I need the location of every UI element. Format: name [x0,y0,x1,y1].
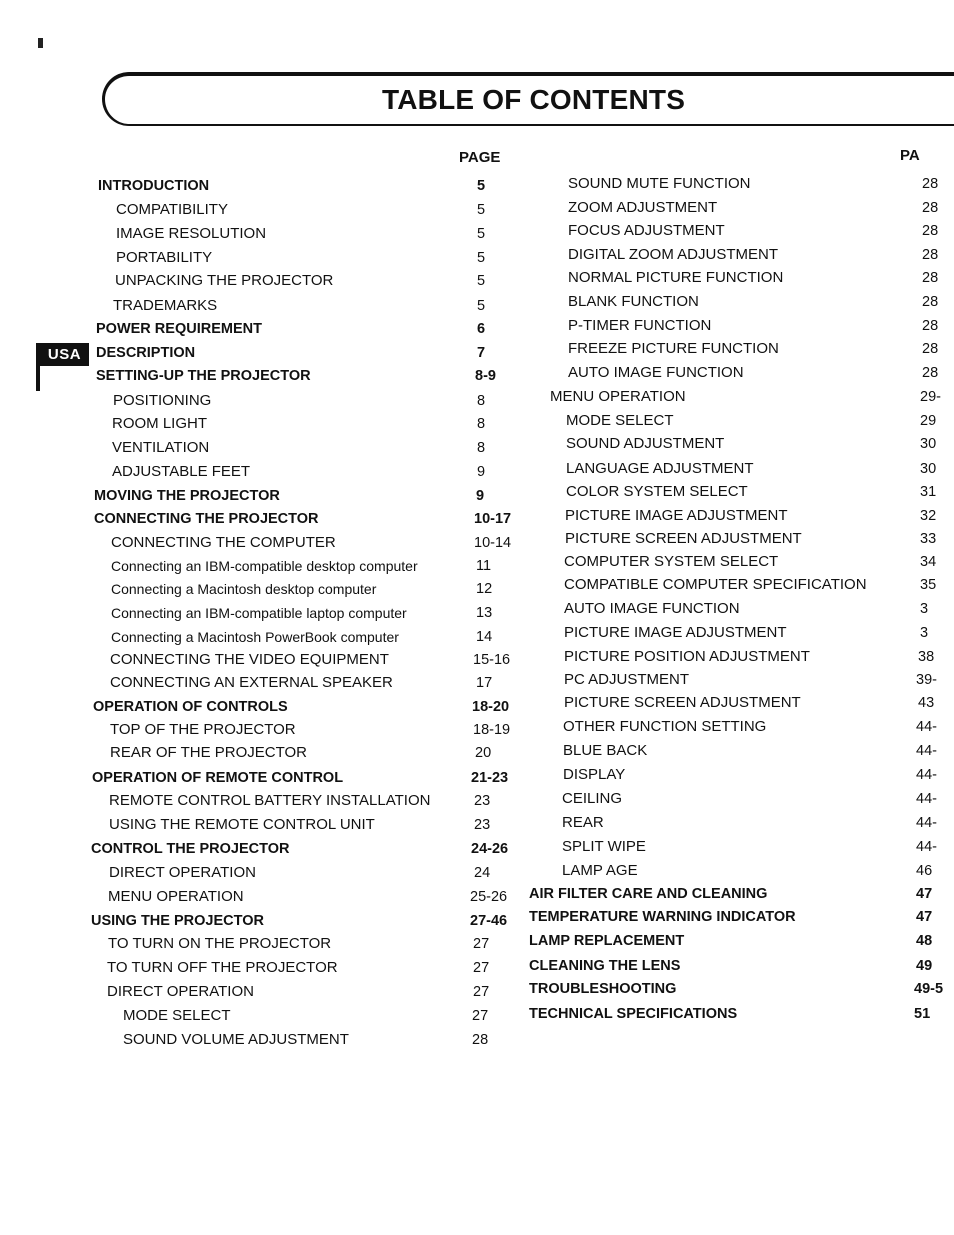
page-title: TABLE OF CONTENTS [382,84,686,115]
toc-right-entry-page: 29- [920,389,941,405]
toc-left-entry-label: PORTABILITY [116,249,213,266]
toc-left-entry-page: 20 [475,745,492,761]
toc-left-entry-page: 5 [477,298,486,314]
toc-right-entry-label: LAMP REPLACEMENT [529,933,685,949]
toc-left-entry-label: INTRODUCTION [98,178,210,194]
toc-right-entry-page: 28 [922,365,939,381]
toc-left-entry-page: 5 [477,226,486,242]
toc-right-entry-label: BLANK FUNCTION [568,293,699,310]
toc-left-entry-label: USING THE PROJECTOR [91,913,264,929]
toc-left-entry-label: DIRECT OPERATION [109,864,256,881]
toc-right-entry-page: 34 [920,554,937,570]
toc-left-entry-page: 5 [477,202,486,218]
toc-right-entry-page: 51 [914,1006,931,1022]
toc-left-entry-page: 15-16 [473,652,511,668]
toc-left-entry-page: 5 [477,178,486,194]
toc-left-entry-page: 8 [477,416,486,432]
toc-right-entry-page: 47 [916,909,933,925]
toc-right-entry-page: 28 [922,223,939,239]
toc-right-entry-label: MODE SELECT [566,412,674,429]
toc-left-entry-page: 11 [476,558,492,574]
scan-mark [38,38,43,48]
toc-left-entry-label: MODE SELECT [123,1007,231,1024]
toc-left-entry-label: CONNECTING THE COMPUTER [111,534,336,551]
toc-right-entry-page: 28 [922,176,939,192]
toc-right-entry-page: 49-5 [914,981,944,997]
toc-left-entry-page: 9 [476,488,485,504]
toc-left-entry-page: 10-17 [474,511,512,527]
toc-left-entry-label: IMAGE RESOLUTION [116,225,267,242]
toc-right-entry-page: 3 [920,601,929,617]
toc-right-entry-page: 35 [920,577,937,593]
toc-left-entry-page: 9 [477,464,486,480]
toc-left-entry-page: 10-14 [474,535,512,551]
toc-right-entry-label: P-TIMER FUNCTION [568,317,712,334]
page-column-header-right: PA [900,147,920,164]
toc-right-entry-page: 28 [922,318,939,334]
toc-left-entry-page: 27 [473,936,490,952]
toc-right-entry-label: SOUND MUTE FUNCTION [568,175,751,192]
toc-right-entry-page: 33 [920,531,937,547]
toc-left-entry-page: 13 [476,605,493,621]
toc-right-entry-label: TEMPERATURE WARNING INDICATOR [529,909,796,925]
toc-right-entry-page: 43 [918,695,935,711]
toc-left-entry-label: COMPATIBILITY [116,201,228,218]
toc-left-entry-page: 5 [477,273,486,289]
toc-left-entry-page: 24 [474,865,491,881]
toc-left-entry-label: TOP OF THE PROJECTOR [110,721,296,738]
toc-right-entry-page: 44- [916,791,937,807]
toc-right-entry-page: 28 [922,341,939,357]
toc-left-entry-page: 27 [473,960,490,976]
toc-right-entry-label: SPLIT WIPE [562,838,646,855]
toc-right-entry-label: TECHNICAL SPECIFICATIONS [529,1006,738,1022]
toc-right-entry-label: LAMP AGE [562,862,638,879]
toc-left-entry-page: 8 [477,393,486,409]
toc-right-entry-page: 29 [920,413,937,429]
toc-right-entry-page: 44- [916,815,937,831]
toc-right-entry-label: FREEZE PICTURE FUNCTION [568,340,779,357]
toc-left-entry-label: TO TURN ON THE PROJECTOR [108,935,332,952]
toc-right-entry-label: AUTO IMAGE FUNCTION [568,364,744,381]
toc-left-entry-page: 18-19 [473,722,511,738]
toc-right-entry-label: CEILING [562,790,623,807]
page-column-header-left: PAGE [459,149,501,166]
toc-left-entry-label: OPERATION OF REMOTE CONTROL [92,770,344,786]
toc-right-entry-label: PC ADJUSTMENT [564,671,690,688]
toc-right-entry-page: 38 [918,649,935,665]
toc-left-entry-label: CONTROL THE PROJECTOR [91,841,290,857]
toc-left-entry-page: 24-26 [471,841,509,857]
toc-right-entry-label: PICTURE POSITION ADJUSTMENT [564,648,810,665]
toc-right-entry-page: 44- [916,839,937,855]
toc-left-entry-page: 5 [477,250,486,266]
toc-left-entry-page: 18-20 [472,699,510,715]
toc-left-entry-label: ROOM LIGHT [112,415,208,432]
toc-left-entry-page: 8 [477,440,486,456]
toc-right-entry-label: DISPLAY [563,766,626,783]
toc-left-entry-page: 23 [474,793,491,809]
toc-right-entry-page: 44- [916,743,937,759]
toc-right-entry-page: 28 [922,200,939,216]
toc-left-entry-label: CONNECTING THE VIDEO EQUIPMENT [110,651,389,668]
toc-right-entry-page: 44- [916,767,937,783]
toc-right-entry-label: DIGITAL ZOOM ADJUSTMENT [568,246,779,263]
toc-left-entry-label: MENU OPERATION [108,888,244,905]
toc-left-entry-label: CONNECTING THE PROJECTOR [94,511,319,527]
toc-right-entry-page: 31 [920,484,937,500]
toc-right-entry-page: 28 [922,294,939,310]
toc-right-entry-page: 44- [916,719,937,735]
toc-right-entry-page: 30 [920,461,937,477]
toc-left-entry-label: POSITIONING [113,392,212,409]
toc-left-entry-label: VENTILATION [112,439,210,456]
toc-left-entry-label: TO TURN OFF THE PROJECTOR [107,959,338,976]
toc-right-entry-page: 28 [922,270,939,286]
toc-left-entry-label: SOUND VOLUME ADJUSTMENT [123,1031,349,1048]
toc-left-entry-page: 23 [474,817,491,833]
toc-right-entry-label: NORMAL PICTURE FUNCTION [568,269,784,286]
toc-left-entry-page: 12 [476,581,493,597]
toc-left-entry-label: Connecting a Macintosh desktop computer [111,581,377,597]
toc-right-entry-label: PICTURE IMAGE ADJUSTMENT [565,507,788,524]
toc-right-entry-label: TROUBLESHOOTING [529,981,677,997]
toc-left-entry-page: 6 [477,321,486,337]
toc-left-entry-page: 21-23 [471,770,509,786]
toc-right-entry-page: 49 [916,958,933,974]
toc-right-entry-page: 32 [920,508,937,524]
toc-left-entry-page: 27 [472,1008,489,1024]
toc-right-entry-label: AIR FILTER CARE AND CLEANING [529,886,768,902]
toc-left-entry-label: UNPACKING THE PROJECTOR [115,272,334,289]
toc-right-entry-label: REAR [562,814,604,831]
toc-left-entry-label: DESCRIPTION [96,345,196,361]
toc-left-entry-label: Connecting a Macintosh PowerBook computer [111,629,399,645]
toc-right-entry-label: COMPATIBLE COMPUTER SPECIFICATION [564,576,867,593]
toc-left-entry-label: USING THE REMOTE CONTROL UNIT [109,816,375,833]
toc-right-entry-label: LANGUAGE ADJUSTMENT [566,460,754,477]
toc-left-entry-page: 27 [473,984,490,1000]
toc-left-entry-page: 28 [472,1032,489,1048]
toc-right-entry-label: SOUND ADJUSTMENT [566,435,725,452]
toc-right-entry-page: 30 [920,436,937,452]
toc-right-entry-page: 39- [916,672,937,688]
toc-right-entry-label: COLOR SYSTEM SELECT [566,483,748,500]
toc-left-entry-page: 7 [477,345,486,361]
toc-right-entry-label: ZOOM ADJUSTMENT [568,199,718,216]
toc-right-entry-page: 28 [922,247,939,263]
toc-left-entry-label: DIRECT OPERATION [107,983,254,1000]
toc-left-entry-label: CONNECTING AN EXTERNAL SPEAKER [110,674,393,691]
toc-left-entry-page: 25-26 [470,889,508,905]
toc-right-entry-label: OTHER FUNCTION SETTING [563,718,767,735]
toc-left-entry-page: 17 [476,675,493,691]
toc-left-entry-label: Connecting an IBM-compatible desktop computer [111,558,418,574]
toc-right-entry-label: CLEANING THE LENS [529,958,681,974]
toc-right-entry-label: COMPUTER SYSTEM SELECT [564,553,779,570]
toc-right-entry-label: FOCUS ADJUSTMENT [568,222,725,239]
toc-right-entry-page: 3 [920,625,929,641]
toc-right-entry-label: PICTURE SCREEN ADJUSTMENT [564,694,801,711]
toc-left-entry-page: 14 [476,629,493,645]
toc-left-entry-label: OPERATION OF CONTROLS [93,699,288,715]
toc-left-entry-page: 27-46 [470,913,508,929]
toc-left-entry-label: Connecting an IBM-compatible laptop computer [111,605,407,621]
toc-right-entry-page: 48 [916,933,933,949]
toc-right-entry-label: AUTO IMAGE FUNCTION [564,600,740,617]
toc-right-entry-page: 47 [916,886,933,902]
toc-right-entry-page: 46 [916,863,933,879]
toc-left-entry-label: ADJUSTABLE FEET [112,463,251,480]
toc-right-entry-label: BLUE BACK [563,742,648,759]
toc-right-entry-label: PICTURE IMAGE ADJUSTMENT [564,624,787,641]
toc-left-entry-label: REAR OF THE PROJECTOR [110,744,307,761]
toc-left-entry-label: POWER REQUIREMENT [96,321,262,337]
toc-left-entry-label: MOVING THE PROJECTOR [94,488,280,504]
usa-badge: USA [40,343,89,366]
toc-right-entry-label: PICTURE SCREEN ADJUSTMENT [565,530,802,547]
toc-left-entry-page: 8-9 [475,368,496,384]
toc-right-entry-label: MENU OPERATION [550,388,686,405]
toc-left-entry-label: SETTING-UP THE PROJECTOR [96,368,311,384]
toc-left-entry-label: REMOTE CONTROL BATTERY INSTALLATION [109,792,431,809]
toc-left-entry-label: TRADEMARKS [113,297,218,314]
